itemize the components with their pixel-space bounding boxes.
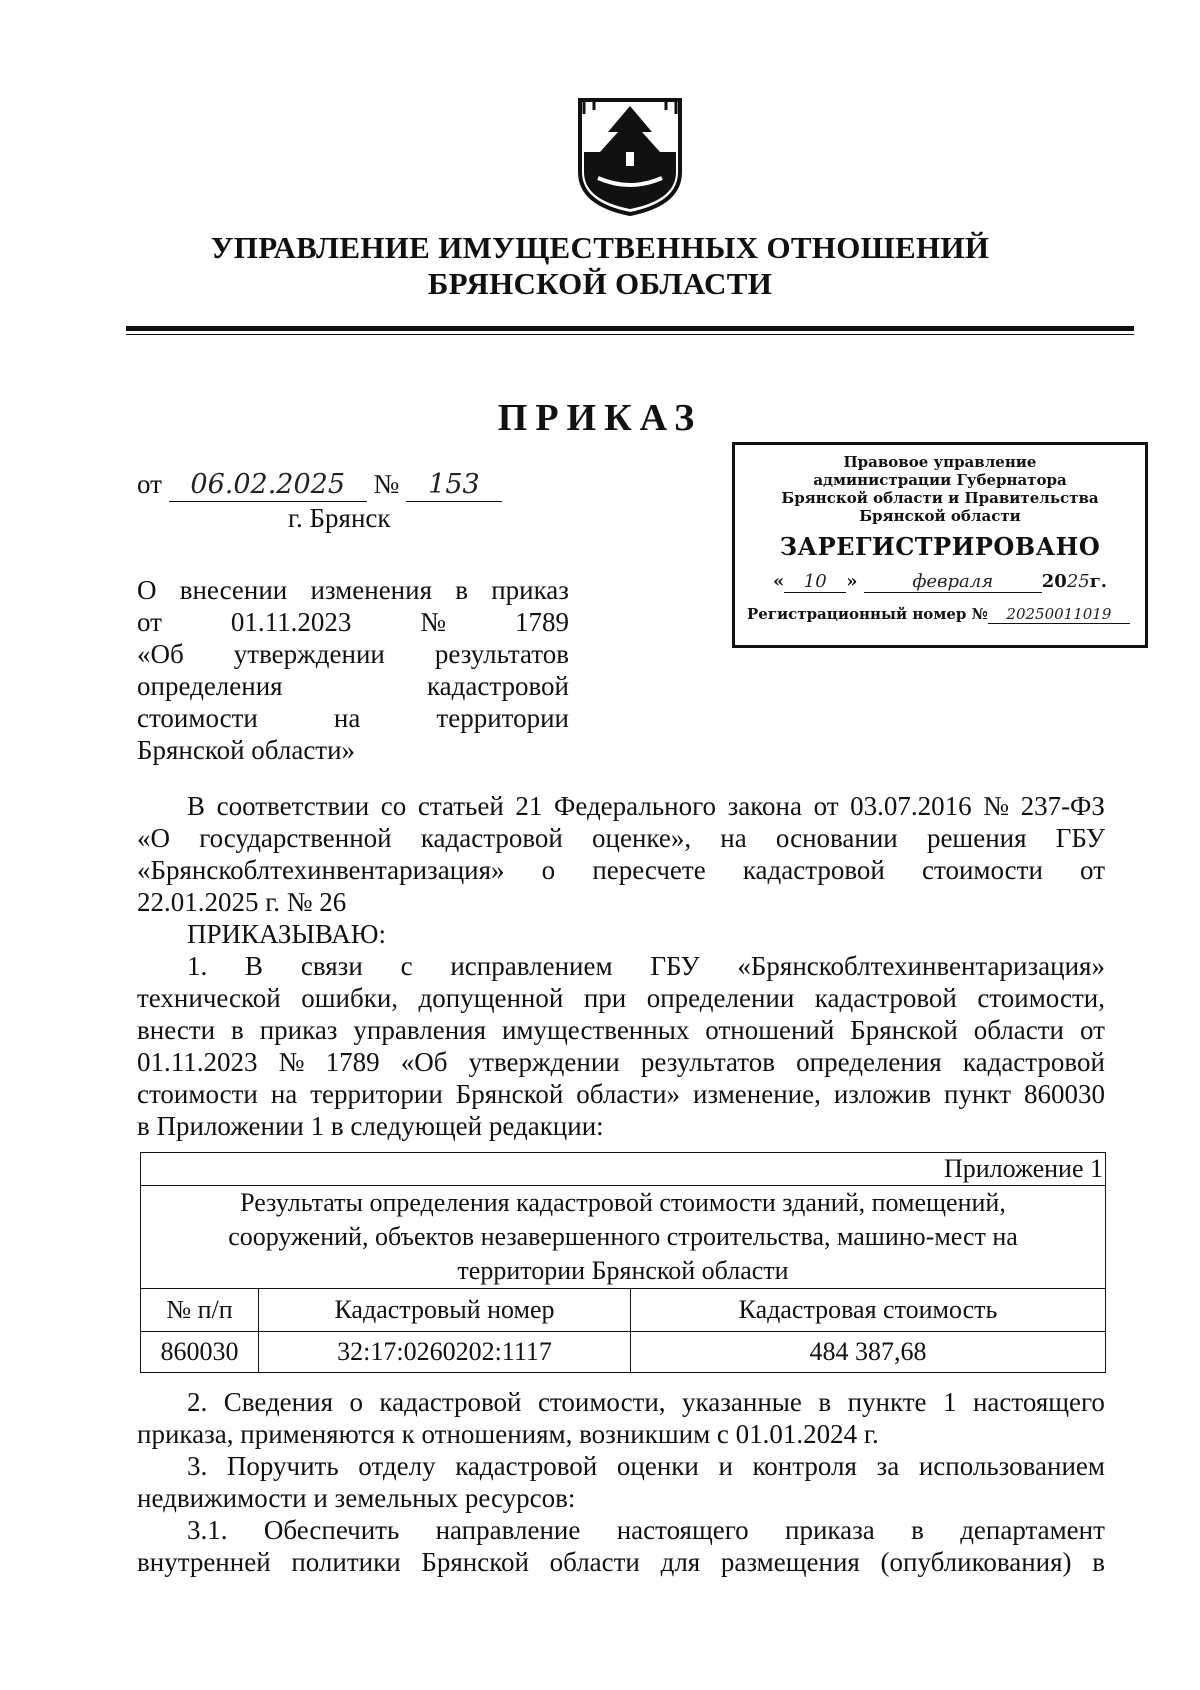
stamp-year-handwritten: 25 <box>1066 571 1090 592</box>
date-prefix: от <box>137 469 162 499</box>
word: Брянской <box>421 1547 529 1577</box>
city: г. Брянск <box>288 503 391 533</box>
item-2-line <box>137 1386 1105 1418</box>
word: приказ <box>491 575 569 605</box>
word: 2. <box>187 1387 208 1417</box>
organization-name-line2: БРЯНСКОЙ ОБЛАСТИ <box>427 266 773 301</box>
word: со <box>380 791 407 821</box>
word: кадастровой <box>962 1047 1105 1077</box>
subject-line <box>137 702 569 734</box>
word: кадастровой <box>426 671 569 701</box>
word: имущественных <box>501 1015 690 1045</box>
word: стоимости <box>137 1079 258 1109</box>
word: при <box>583 983 627 1013</box>
word: от <box>137 607 162 637</box>
document-type-title: ПРИКАЗ <box>497 397 703 439</box>
table-row <box>141 1332 1106 1373</box>
word: Федерального <box>553 791 717 821</box>
word: «Об <box>400 1047 448 1077</box>
word: Брянской <box>850 1015 958 1045</box>
word: департамент <box>960 1515 1105 1545</box>
word: о <box>349 1387 363 1417</box>
word: 1789 <box>325 1047 380 1077</box>
word: (опубликования) <box>880 1547 1072 1577</box>
number-prefix: № <box>373 469 400 499</box>
item-1-line <box>137 1014 1105 1046</box>
subject-line <box>137 638 569 670</box>
item-1-line <box>137 950 1105 982</box>
word: стоимости, <box>537 1387 666 1417</box>
order-word: ПРИКАЗЫВАЮ: <box>187 919 386 949</box>
appendix-title-row <box>141 1186 1106 1289</box>
column-header: № п/п <box>141 1289 259 1332</box>
item-3 <box>137 1450 1105 1514</box>
word: с <box>400 951 413 981</box>
word: приказа <box>785 1515 875 1545</box>
word: пересчете <box>592 855 706 885</box>
word: стоимости <box>922 855 1043 885</box>
preamble-line: 22.01.2025 г. № 26 <box>137 887 347 917</box>
word: отношений <box>705 1015 835 1045</box>
word: внутренней <box>137 1547 271 1577</box>
word: области» <box>576 1079 681 1109</box>
word: оценки <box>616 1451 699 1481</box>
word: на <box>270 1079 298 1109</box>
subject-line: Брянской области» <box>137 735 356 765</box>
word: для <box>660 1547 701 1577</box>
word: кадастровой <box>814 983 957 1013</box>
word: в <box>818 1387 832 1417</box>
word: контроля <box>752 1451 857 1481</box>
word: ошибки, <box>301 983 399 1013</box>
table-header-row <box>141 1289 1106 1332</box>
appendix-title-line: Результаты определения кадастровой стоимости зданий, помещений, <box>240 1188 1006 1217</box>
word: основании <box>775 823 898 853</box>
word: технической <box>137 983 281 1013</box>
word: 03.07.2016 <box>850 791 972 821</box>
word: в <box>455 575 468 605</box>
word: «Об <box>137 639 184 669</box>
appendix-title <box>141 1186 1106 1289</box>
stamp-day-handwritten: 10 <box>784 571 846 593</box>
preamble <box>137 790 1105 950</box>
word: связи <box>300 951 363 981</box>
stamp-date: « 10 » февраля 2025г. <box>772 571 1108 592</box>
preamble-line <box>137 854 1105 886</box>
word: настоящего <box>972 1387 1105 1417</box>
word: внести <box>137 1015 216 1045</box>
word: на <box>333 703 361 733</box>
word: ГБУ <box>650 951 700 981</box>
table-cell-cadastral-number: 32:17:0260202:1117 <box>259 1332 631 1373</box>
preamble-line <box>137 822 1105 854</box>
column-header: Кадастровая стоимость <box>631 1289 1106 1332</box>
word: «О <box>137 823 170 853</box>
word: о <box>541 855 556 885</box>
stamp-month-handwritten: февраля <box>864 571 1042 593</box>
word: территории <box>436 703 569 733</box>
organization-name-line1: УПРАВЛЕНИЕ ИМУЩЕСТВЕННЫХ ОТНОШЕНИЙ <box>210 230 990 265</box>
appendix-label: Приложение 1 <box>141 1153 1106 1186</box>
header-rule-thick <box>126 326 1134 331</box>
stamp-line3: Брянской области и Правительства <box>781 489 1099 507</box>
item-1-line: в Приложении 1 в следующей редакции: <box>137 1111 604 1141</box>
word: решения <box>926 823 1027 853</box>
order-date-handwritten: 06.02.2025 <box>169 469 367 502</box>
word: 3.1. <box>187 1515 228 1545</box>
appendix-title-line: сооружений, объектов незавершенного строительства, машино-мест на <box>228 1222 1018 1251</box>
stamp-line1: Правовое управление <box>843 453 1037 471</box>
item-1-line <box>137 1046 1105 1078</box>
word: настоящего <box>616 1515 749 1545</box>
subject-line <box>137 670 569 702</box>
appendix-table <box>140 1152 1106 1373</box>
word: в <box>231 1015 244 1045</box>
word: области <box>973 1015 1065 1045</box>
word: стоимости, <box>977 983 1105 1013</box>
table-cell-number: 860030 <box>141 1332 259 1373</box>
item-3-1-line <box>137 1514 1105 1546</box>
word: утверждении <box>233 639 385 669</box>
word: допущенной <box>418 983 564 1013</box>
item-1-line <box>137 1078 1105 1110</box>
word: 01.11.2023 <box>230 607 352 637</box>
preamble-line <box>137 790 1105 822</box>
subject-line <box>137 606 569 638</box>
stamp-reg-label: Регистрационный номер № <box>747 605 988 623</box>
header-rule-thin <box>126 334 1134 335</box>
word: 1 <box>943 1387 957 1417</box>
item-2 <box>137 1386 1105 1450</box>
item-1 <box>137 950 1105 1142</box>
word: 3. <box>187 1451 208 1481</box>
word: Сведения <box>223 1387 333 1417</box>
word: изменение, <box>692 1079 821 1109</box>
stamp-line4: Брянской области <box>859 507 1021 525</box>
stamp-line2: администрации Губернатора <box>813 471 1067 489</box>
order-date-number <box>137 468 502 502</box>
order-number-handwritten: 153 <box>406 469 502 502</box>
word: определении <box>646 983 795 1013</box>
word: 21 <box>515 791 543 821</box>
word: Брянской <box>455 1079 564 1109</box>
word: О <box>137 575 157 605</box>
word: в <box>1092 1547 1105 1577</box>
word: В <box>187 791 206 821</box>
word: закона <box>727 791 802 821</box>
word: В <box>245 951 264 981</box>
word: территории <box>310 1079 443 1109</box>
word: статьей <box>417 791 504 821</box>
word: 01.11.2023 <box>137 1047 258 1077</box>
word: исправлением <box>450 951 613 981</box>
word: за <box>876 1451 900 1481</box>
column-header: Кадастровый номер <box>259 1289 631 1332</box>
word: кадастровой <box>379 1387 522 1417</box>
word: «Брянскоблтехинвентаризация» <box>137 855 505 885</box>
word: указанные <box>682 1387 802 1417</box>
word: 860030 <box>1023 1079 1105 1109</box>
word: «Брянскоблтехинвентаризация» <box>737 951 1105 981</box>
word: изложив <box>833 1079 932 1109</box>
word: внесении <box>179 575 288 605</box>
word: размещения <box>720 1547 860 1577</box>
item-1-line <box>137 982 1105 1014</box>
word: кадастровой <box>455 1451 598 1481</box>
coat-of-arms-emblem <box>574 92 686 217</box>
word: кадастровой <box>420 823 563 853</box>
word: политики <box>291 1547 401 1577</box>
word: № <box>278 1047 305 1077</box>
word: № <box>983 791 1009 821</box>
word: соответствии <box>216 791 370 821</box>
word: 237-ФЗ <box>1020 791 1105 821</box>
stamp-status: ЗАРЕГИСТРИРОВАНО <box>779 532 1101 561</box>
appendix-label-row <box>141 1153 1106 1186</box>
registration-stamp <box>732 442 1148 648</box>
word: приказ <box>259 1015 338 1045</box>
word: оценке», <box>592 823 692 853</box>
word: государственной <box>199 823 392 853</box>
word: на <box>720 823 747 853</box>
word: результатов <box>640 1047 775 1077</box>
word: направление <box>435 1515 581 1545</box>
word: в <box>911 1515 924 1545</box>
table-cell-cadastral-value: 484 387,68 <box>631 1332 1106 1373</box>
word: определения <box>796 1047 942 1077</box>
word: от <box>1079 1015 1105 1045</box>
item-3-line: недвижимости и земельных ресурсов: <box>137 1483 576 1513</box>
word: пункте <box>847 1387 927 1417</box>
word: Обеспечить <box>263 1515 400 1545</box>
item-3-line <box>137 1450 1105 1482</box>
item-3-1-line <box>137 1546 1105 1578</box>
word: ГБУ <box>1055 823 1105 853</box>
word: кадастровой <box>742 855 885 885</box>
word: 1789 <box>514 607 569 637</box>
word: от <box>813 791 839 821</box>
word: результатов <box>434 639 569 669</box>
order-subject <box>137 574 569 766</box>
word: изменения <box>310 575 432 605</box>
appendix-title-line: территории Брянской области <box>457 1256 789 1285</box>
subject-line <box>137 574 569 606</box>
word: отделу <box>358 1451 436 1481</box>
word: пункт <box>944 1079 1012 1109</box>
stamp-reg-number-handwritten: 20250011019 <box>988 605 1130 624</box>
word: использованием <box>918 1451 1105 1481</box>
word: № <box>420 607 447 637</box>
word: утверждении <box>468 1047 620 1077</box>
item-3-1 <box>137 1514 1105 1578</box>
word: области <box>549 1547 640 1577</box>
word: от <box>1080 855 1105 885</box>
word: Поручить <box>226 1451 339 1481</box>
word: определения <box>137 671 283 701</box>
stamp-registration <box>735 605 1145 624</box>
word: управления <box>353 1015 487 1045</box>
item-2-line: приказа, применяются к отношениям, возникшим с 01.01.2024 г. <box>137 1419 879 1449</box>
word: стоимости <box>137 703 258 733</box>
word: 1. <box>187 951 208 981</box>
word: и <box>718 1451 733 1481</box>
